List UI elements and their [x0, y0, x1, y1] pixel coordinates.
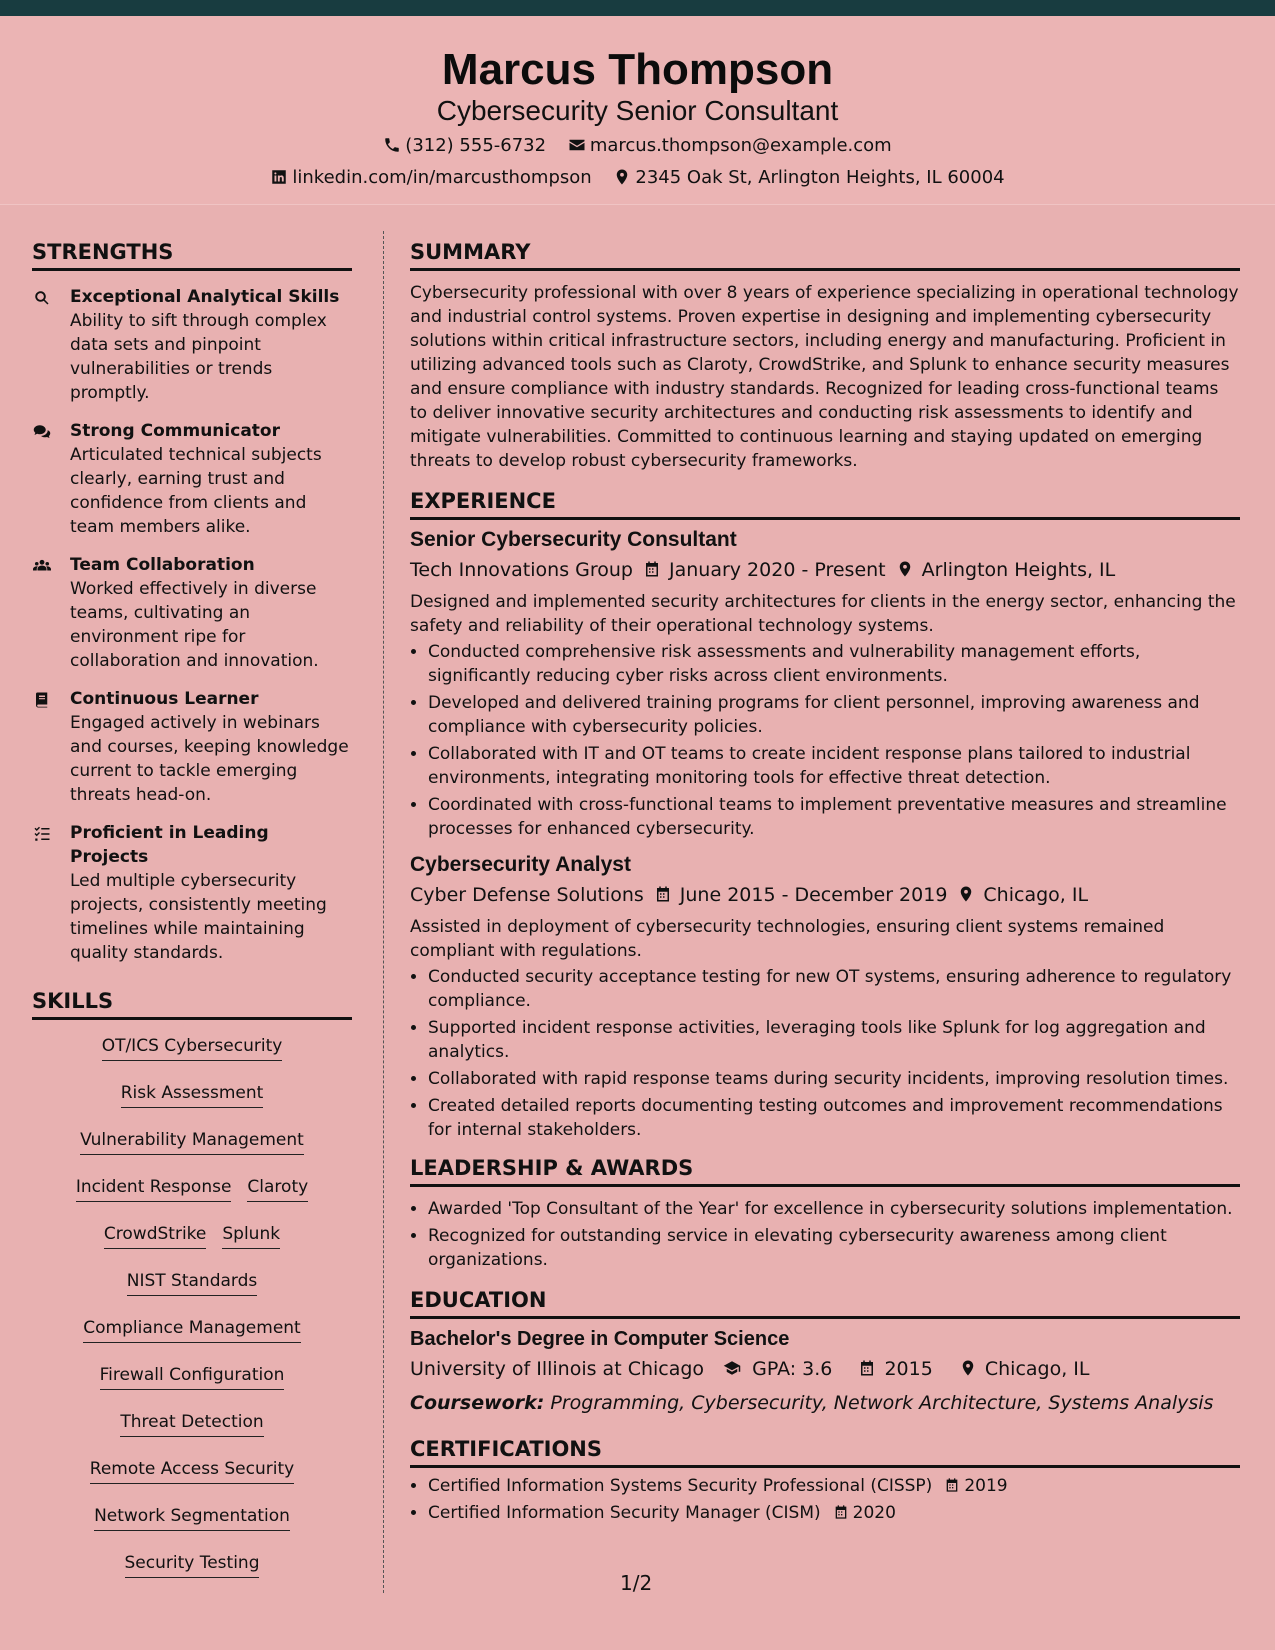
cert-year-text: 2020	[852, 1503, 896, 1523]
book-icon	[32, 691, 54, 709]
calendar-icon	[643, 560, 661, 578]
address-contact	[613, 166, 1004, 190]
strength-item	[32, 419, 352, 539]
strength-title: Continuous Learner	[70, 689, 259, 709]
experience-heading: EXPERIENCE	[410, 487, 1240, 520]
job-location	[957, 884, 1098, 906]
skills-row	[32, 1363, 352, 1410]
cert-year	[932, 1476, 1007, 1496]
education-heading: EDUCATION	[410, 1286, 1240, 1319]
skill-tag: NIST Standards	[127, 1269, 258, 1296]
skills-row	[32, 1128, 352, 1175]
strength-title: Team Collaboration	[70, 555, 255, 575]
award-item: • Recognized for outstanding service in elevating cybersecurity awareness among client organizations.	[428, 1224, 1240, 1272]
certifications-heading: CERTIFICATIONS	[410, 1435, 1240, 1468]
job-company: Cyber Defense Solutions	[410, 884, 644, 906]
skills-row	[32, 1504, 352, 1551]
award-item: • Awarded 'Top Consultant of the Year' for excellence in cybersecurity solutions implementation.	[428, 1197, 1240, 1221]
job-title: Senior Cybersecurity Consultant	[410, 528, 737, 551]
edu-year-item	[858, 1358, 942, 1380]
graduation-cap-icon	[720, 1359, 744, 1377]
strength-item	[32, 821, 352, 965]
skills-list	[32, 1030, 352, 1598]
phone-icon	[383, 136, 401, 154]
skill-tag: Vulnerability Management	[80, 1128, 304, 1155]
comments-icon	[32, 423, 54, 441]
certification-item	[428, 1501, 1240, 1525]
job-dates-text: June 2015 - December 2019	[679, 884, 948, 906]
skills-row	[32, 1175, 352, 1222]
bullet-item: • Supported incident response activities, leveraging tools like Splunk for log aggregation and analytics.	[428, 1016, 1240, 1064]
job-bullets	[410, 965, 1240, 1142]
left-column	[32, 238, 352, 1598]
skill-tag: Splunk	[222, 1222, 280, 1249]
users-icon	[32, 557, 54, 575]
bullet-item: • Coordinated with cross-functional teams to implement preventative measures and streamline processes for enhanced cybersecurity.	[428, 793, 1240, 841]
skills-row	[32, 1551, 352, 1598]
bullet-item: • Collaborated with IT and OT teams to create incident response plans tailored to industrial environments, integrating monitoring tools for effective threat detection.	[428, 742, 1240, 790]
gpa-item	[720, 1358, 842, 1380]
edu-location-text: Chicago, IL	[984, 1358, 1090, 1380]
strength-desc: Engaged actively in webinars and courses, keeping knowledge current to tackle emerging threats head-on.	[70, 713, 349, 805]
phone-text: (312) 555-6732	[405, 135, 547, 156]
bullet-item: • Collaborated with rapid response teams during security incidents, improving resolution times.	[428, 1067, 1240, 1091]
strength-desc: Articulated technical subjects clearly, earning trust and confidence from clients and team members alike.	[70, 445, 322, 537]
calendar-icon	[654, 885, 672, 903]
resume-header	[0, 16, 1275, 205]
cert-name: Certified Information Systems Security Professional (CISSP)	[428, 1476, 933, 1496]
address-text: 2345 Oak St, Arlington Heights, IL 60004	[635, 167, 1005, 188]
skills-row	[32, 1410, 352, 1457]
skills-row	[32, 1222, 352, 1269]
skill-tag: Risk Assessment	[121, 1081, 264, 1108]
bullet-item: • Conducted comprehensive risk assessments and vulnerability management efforts, significantly reducing cyber risks across client environments.	[428, 640, 1240, 688]
skill-tag: Firewall Configuration	[100, 1363, 285, 1390]
cert-year	[821, 1503, 896, 1523]
summary-text: Cybersecurity professional with over 8 years of experience specializing in operational technology and industrial control systems. Proven expertise in designing and implementing cybersecurity solutions within critical infrastructure sectors, including energy and manufacturing. Proficient in utilizing advanced tools such as Claroty, CrowdStrike, and Splunk to enhance security measures and ensure compliance with industry standards. Recognized for leading cross-functional teams to deliver innovative security architectures and conducting risk assessments to identify and mitigate vulnerabilities. Committed to continuous learning and staying updated on emerging threats to develop robust cybersecurity frameworks.	[410, 283, 1239, 471]
coursework	[410, 1389, 1240, 1417]
school-name: University of Illinois at Chicago	[410, 1358, 705, 1380]
skill-tag: OT/ICS Cybersecurity	[102, 1034, 283, 1061]
strength-item	[32, 285, 352, 405]
skill-tag: Incident Response	[76, 1175, 232, 1202]
skill-tag: CrowdStrike	[104, 1222, 206, 1249]
job-location-text: Chicago, IL	[983, 884, 1089, 906]
map-marker-icon	[896, 560, 914, 578]
strength-desc: Led multiple cybersecurity projects, consistently meeting timelines while maintaining quality standards.	[70, 871, 327, 963]
calendar-icon	[833, 1504, 849, 1520]
map-marker-icon	[957, 885, 975, 903]
email-text: marcus.thompson@example.com	[589, 135, 892, 156]
contact-row-2	[0, 166, 1275, 190]
bullet-item: • Created detailed reports documenting testing outcomes and improvement recommendations for internal stakeholders.	[428, 1094, 1240, 1142]
linkedin-icon	[270, 168, 288, 186]
skills-row	[32, 1269, 352, 1316]
skills-heading: SKILLS	[32, 987, 352, 1020]
certification-item	[428, 1474, 1240, 1498]
right-column	[410, 238, 1240, 1528]
job-entry	[410, 526, 1240, 841]
phone-contact	[383, 134, 546, 158]
strength-desc: Worked effectively in diverse teams, cultivating an environment ripe for collaboration and innovation.	[70, 579, 319, 671]
strength-desc: Ability to sift through complex data sets and pinpoint vulnerabilities or trends promptly.	[70, 311, 327, 403]
skill-tag: Remote Access Security	[90, 1457, 294, 1484]
strength-title: Exceptional Analytical Skills	[70, 287, 340, 307]
calendar-icon	[858, 1359, 876, 1377]
skills-row	[32, 1034, 352, 1081]
education-meta	[410, 1355, 1240, 1383]
strengths-list	[32, 281, 352, 965]
edu-location-item	[959, 1358, 1100, 1380]
linkedin-text: linkedin.com/in/marcusthompson	[292, 167, 592, 188]
experience-list	[410, 526, 1240, 1142]
edu-year-text: 2015	[884, 1358, 933, 1380]
skill-tag: Threat Detection	[120, 1410, 263, 1437]
map-marker-icon	[959, 1359, 977, 1377]
leadership-list	[410, 1197, 1240, 1272]
envelope-icon	[568, 136, 586, 154]
strength-item	[32, 687, 352, 807]
candidate-name: Marcus Thompson	[441, 45, 834, 94]
job-dates	[643, 559, 886, 581]
gpa-text: GPA: 3.6	[752, 1358, 833, 1380]
strengths-heading: STRENGTHS	[32, 238, 352, 271]
job-dates	[654, 884, 948, 906]
leadership-heading: LEADERSHIP & AWARDS	[410, 1154, 1240, 1187]
skill-tag: Claroty	[247, 1175, 308, 1202]
job-company: Tech Innovations Group	[410, 559, 633, 581]
job-title: Cybersecurity Analyst	[410, 853, 631, 876]
skill-tag: Security Testing	[125, 1551, 260, 1578]
search-icon	[32, 289, 54, 307]
tasks-icon	[32, 825, 54, 843]
job-meta	[410, 556, 1240, 584]
job-dates-text: January 2020 - Present	[668, 559, 886, 581]
cert-year-text: 2019	[964, 1476, 1008, 1496]
linkedin-contact[interactable]	[270, 166, 591, 190]
skill-tag: Compliance Management	[83, 1316, 300, 1343]
bullet-item: • Conducted security acceptance testing for new OT systems, ensuring adherence to regulatory compliance.	[428, 965, 1240, 1013]
skill-tag: Network Segmentation	[94, 1504, 290, 1531]
skills-row	[32, 1081, 352, 1128]
email-contact[interactable]	[568, 134, 892, 158]
strength-title: Proficient in Leading Projects	[70, 823, 269, 867]
job-location	[896, 559, 1126, 581]
certifications-list	[410, 1474, 1240, 1525]
job-description: Designed and implemented security architectures for clients in the energy sector, enhancing the safety and reliability of their operational technology systems.	[410, 592, 1236, 636]
job-entry	[410, 851, 1240, 1142]
coursework-text: Programming, Cybersecurity, Network Architecture, Systems Analysis	[550, 1392, 1214, 1414]
summary-heading: SUMMARY	[410, 238, 1240, 271]
contact-row-1	[0, 134, 1275, 158]
candidate-title: Cybersecurity Senior Consultant	[436, 95, 839, 126]
job-description: Assisted in deployment of cybersecurity technologies, ensuring client systems remained compliant with regulations.	[410, 917, 1165, 961]
calendar-icon	[944, 1477, 960, 1493]
page-number: 1/2	[620, 1571, 653, 1595]
degree-title: Bachelor's Degree in Computer Science	[410, 1328, 790, 1350]
coursework-label: Coursework:	[410, 1392, 545, 1414]
job-bullets	[410, 640, 1240, 841]
strength-item	[32, 553, 352, 673]
map-marker-icon	[613, 168, 631, 186]
skills-row	[32, 1316, 352, 1363]
strength-title: Strong Communicator	[70, 421, 280, 441]
bullet-item: • Developed and delivered training programs for client personnel, improving awareness and compliance with cybersecurity policies.	[428, 691, 1240, 739]
cert-name: Certified Information Security Manager (CISM)	[428, 1503, 821, 1523]
job-location-text: Arlington Heights, IL	[921, 559, 1116, 581]
job-meta	[410, 881, 1240, 909]
skills-row	[32, 1457, 352, 1504]
column-divider	[383, 231, 384, 1593]
top-bar	[0, 0, 1275, 16]
